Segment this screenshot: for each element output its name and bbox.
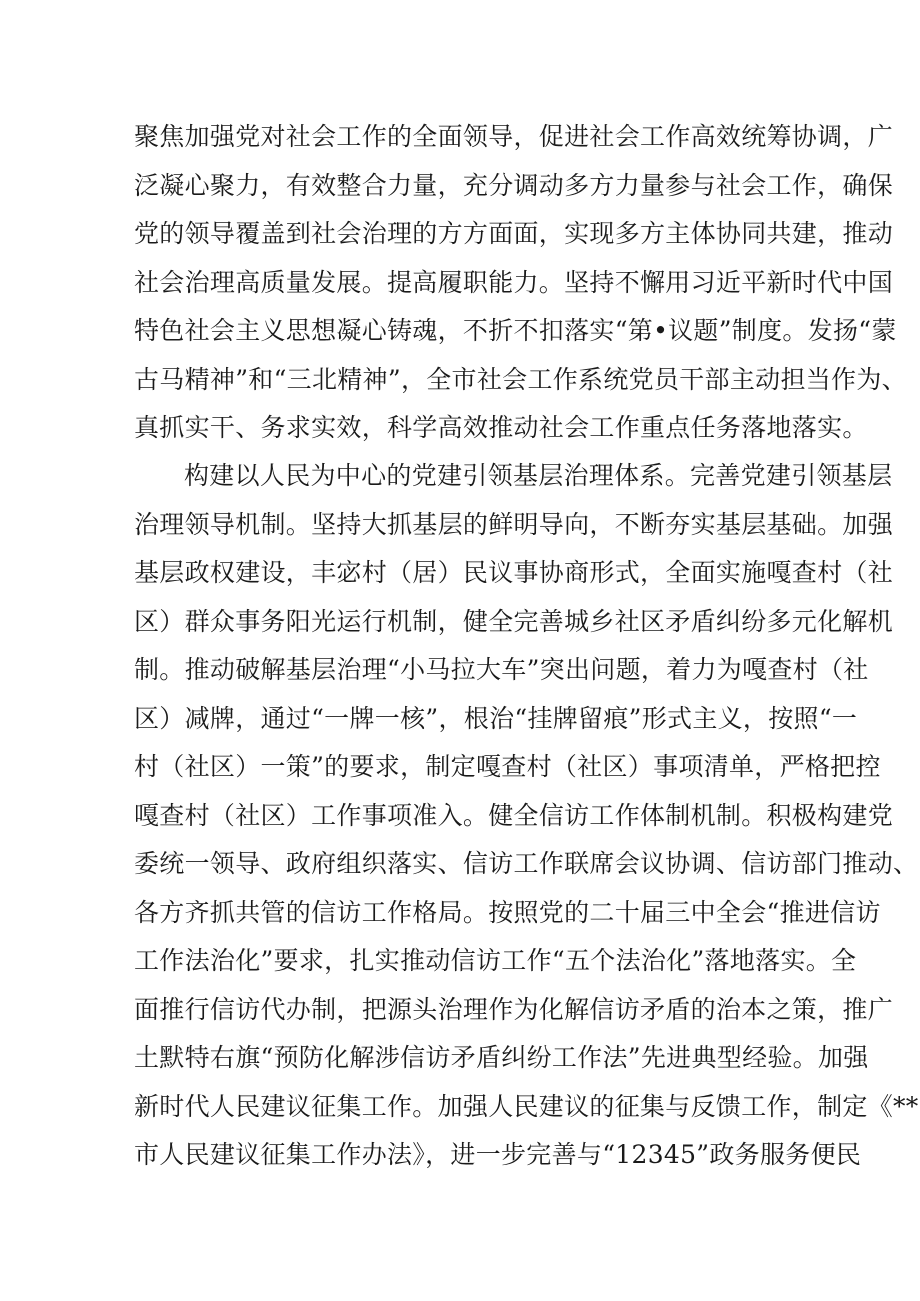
text-line: 工作法治化”要求，扎实推动信访工作“五个法治化”落地落实。全 [134, 946, 857, 975]
text-line: 治理领导机制。坚持大抓基层的鲜明导向，不断夯实基层基础。加强 [134, 509, 894, 539]
text-line: 聚焦加强党对社会工作的全面领导，促进社会工作高效统筹协调，广 [134, 122, 894, 151]
text-line: 新时代人民建议征集工作。加强人民建议的征集与反馈工作，制定《** [134, 1091, 919, 1121]
paragraph-social-work-leadership [134, 113, 907, 453]
text-line: 特色社会主义思想凝心铸魂，不折不扣落实“第•议题”制度。发扬“蒙 [134, 316, 897, 345]
text-line: 泛凝心聚力，有效整合力量，充分调动多方力量参与社会工作，确保 [134, 170, 894, 200]
text-line: 区）群众事务阳光运行机制，健全完善城乡社区矛盾纠纷多元化解机 [134, 606, 894, 636]
text-line: 面推行信访代办制，把源头治理作为化解信访矛盾的治本之策，推广 [134, 994, 894, 1024]
text-line: 区）减牌，通过“一牌一核”，根治“挂牌留痕”形式主义，按照“一 [134, 703, 858, 733]
text-line: 党的领导覆盖到社会治理的方方面面，实现多方主体协同共建，推动 [134, 219, 894, 248]
text-line: 土默特右旗“预防化解涉信访矛盾纠纷工作法”先进典型经验。加强 [134, 1043, 869, 1072]
text-line: 古马精神”和“三北精神”，全市社会工作系统党员干部主动担当作为、 [134, 364, 907, 394]
text-line: 社会治理高质量发展。提高履职能力。坚持不懈用习近平新时代中国 [134, 267, 894, 297]
text-line-indented: 构建以人民为中心的党建引领基层治理体系。完善党建引领基层 [184, 461, 893, 490]
text-line: 基层政权建设，丰宓村（居）民议事协商形式，全面实施嘎查村（社 [134, 558, 894, 587]
text-line: 真抓实干、务求实效，科学高效推动社会工作重点任务落地落实。 [134, 413, 868, 442]
text-line: 委统一领导、政府组织落实、信访工作联席会议协调、信访部门推动、 [134, 849, 919, 878]
text-line: 村（社区）一策”的要求，制定嘎查村（社区）事项清单，严格把控 [134, 752, 881, 781]
text-line: 市人民建议征集工作办法》，进一步完善与“12345”政务服务便民 [134, 1140, 862, 1169]
text-line: 嘎查村（社区）工作事项准入。健全信访工作体制机制。积极构建党 [134, 800, 894, 830]
text-line: 制。推动破解基层治理“小马拉大车”突出问题，着力为嘎查村（社 [134, 655, 869, 684]
text-line: 各方齐抓共管的信访工作格局。按照党的二十届三中全会“推进信访 [134, 897, 881, 927]
paragraph-grassroots-governance [134, 452, 919, 1180]
